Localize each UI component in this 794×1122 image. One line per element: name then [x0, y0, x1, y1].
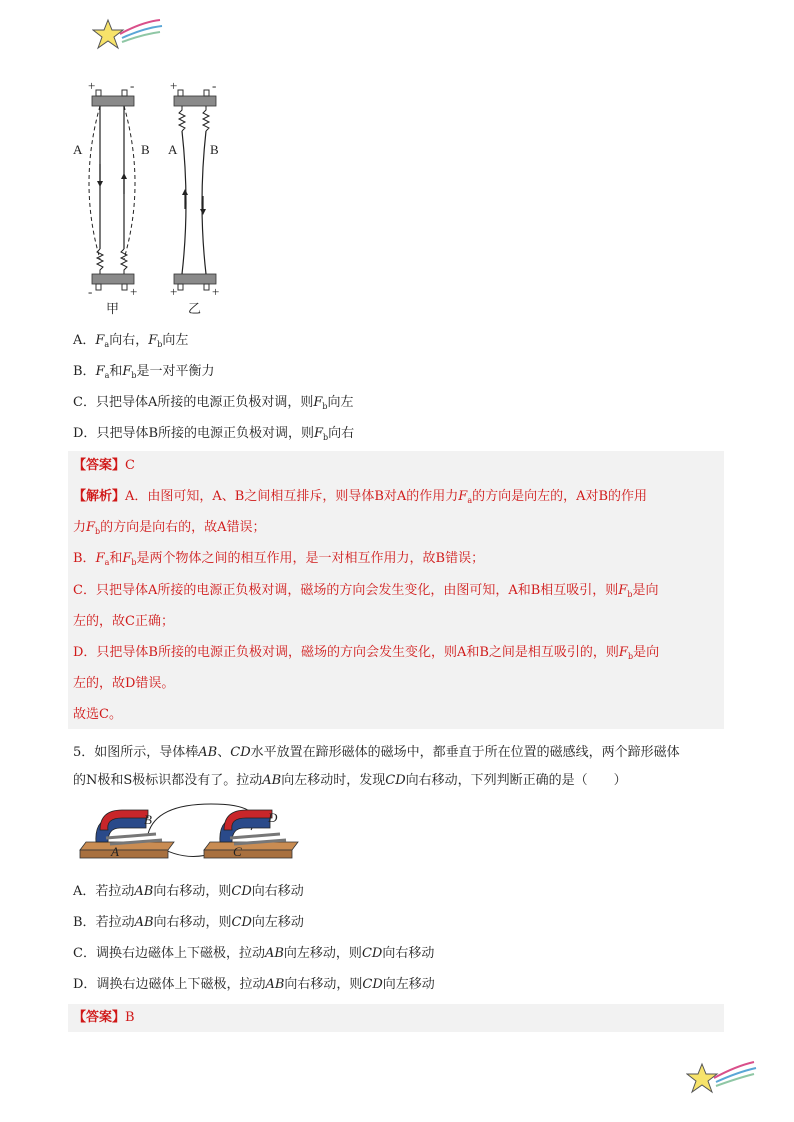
left-bottom-minus: -	[88, 284, 93, 299]
right-bottom-plus-2: +	[212, 284, 220, 299]
q5-option-a: A．若拉动AB向右移动，则CD向右移动	[73, 884, 304, 899]
q4-analysis-d2: 左的，故D错误。	[73, 676, 175, 691]
q4-option-d: D．只把导体B所接的电源正负极对调，则$F_b$向右	[73, 426, 355, 442]
magnet-label-d: D	[268, 810, 278, 825]
q5-answer-box	[68, 1004, 724, 1032]
q5-stem-1: 5．如图所示，导体棒AB、CD水平放置在蹄形磁体的磁场中，都垂直于所在位置的磁感线，两个蹄形磁体	[73, 745, 680, 760]
right-bottom-plus-1: +	[170, 284, 178, 299]
q5-option-b: B．若拉动AB向右移动，则CD向左移动	[73, 915, 304, 930]
right-top-minus: -	[212, 78, 217, 93]
shooting-star-icon	[92, 14, 164, 58]
q4-analysis-2: 力$F_b$的方向是向右的，故A错误；	[73, 520, 266, 536]
left-bottom-plus: +	[130, 284, 138, 299]
q5-option-d: D．调换右边磁体上下磁极，拉动AB向右移动，则CD向左移动	[73, 977, 435, 992]
q4-analysis-b: B．$F_a$和$F_b$是两个物体之间的相互作用，是一对相互作用力，故B错误；	[73, 551, 485, 567]
q5-option-c: C．调换右边磁体上下磁极，拉动AB向左移动，则CD向右移动	[73, 946, 435, 961]
q4-conclusion: 故选C。	[73, 707, 122, 722]
left-top-minus: -	[130, 78, 135, 93]
right-caption: 乙	[188, 301, 202, 316]
left-caption: 甲	[106, 301, 120, 316]
right-label-b: B	[210, 142, 219, 157]
q5-stem-2: 的N极和S极标识都没有了。拉动AB向左移动时，发现CD向右移动，下列判断正确的是（ ）	[73, 773, 627, 788]
magnet-label-c: C	[233, 844, 242, 859]
q4-analysis-c1: C．只把导体A所接的电源正负极对调，磁场的方向会发生变化，由图可知，A和B相互吸引，则$F_b$是向	[73, 583, 659, 599]
conductor-diagram	[70, 78, 240, 316]
q4-analysis-c2: 左的，故C正确；	[73, 614, 174, 629]
left-label-a: A	[73, 142, 83, 157]
magnet-figure	[76, 800, 302, 866]
q4-analysis-1: 【解析】A．由图可知，A、B之间相互排斥，则导体B对A的作用力$F_a$的方向是向左的，A对B的作用	[73, 489, 648, 505]
right-label-a: A	[168, 142, 178, 157]
conductor-diagram-drawing	[70, 84, 240, 316]
q4-option-c: C．只把导体A所接的电源正负极对调，则$F_b$向左	[73, 395, 354, 411]
q5-answer: 【答案】B	[73, 1010, 135, 1025]
q4-option-b: B．$F_a$和$F_b$是一对平衡力	[73, 364, 215, 380]
q4-option-a: A．$F_a$向右，$F_b$向左	[73, 333, 189, 349]
left-top-plus: +	[88, 78, 96, 93]
left-label-b: B	[141, 142, 150, 157]
magnet-label-b: B	[144, 812, 152, 827]
q4-answer: 【答案】C	[73, 458, 135, 473]
q4-analysis-d1: D．只把导体B所接的电源正负极对调，磁场的方向会发生变化，则A和B之间是相互吸引的，则$F_b$是向	[73, 645, 660, 661]
shooting-star-icon	[686, 1056, 758, 1100]
magnet-label-a: A	[111, 844, 119, 859]
right-top-plus: +	[170, 78, 178, 93]
